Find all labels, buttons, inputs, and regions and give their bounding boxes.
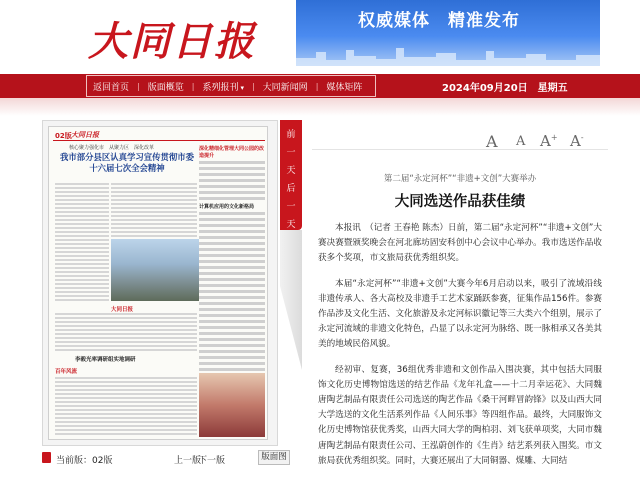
paper-subhead: 核心聚力强化市 从聚力区 深化改革: [69, 145, 155, 151]
paper-mini-logo: 大同日报: [71, 131, 99, 139]
font-increase-button[interactable]: A+: [540, 132, 558, 150]
paper-text-bottom: [55, 377, 197, 437]
nav-home[interactable]: 返回首页: [93, 82, 130, 93]
font-small-button[interactable]: A: [516, 134, 526, 149]
page-curl-decoration: [280, 230, 302, 370]
current-page-label: 当前版：02版: [56, 456, 113, 466]
header-banner: [296, 0, 600, 66]
issue-date: 2024年09月20日 星期五: [442, 83, 568, 94]
masthead: [0, 0, 640, 74]
paper-right-column: 深化精细化管理大同公园的改造提升 计算机应用的文化新格局: [199, 143, 265, 383]
article-body: [318, 172, 602, 479]
nav-series[interactable]: 系列报刊 ▾: [202, 82, 244, 93]
nav-news-site[interactable]: 大同新闻网: [262, 82, 308, 93]
font-decrease-button[interactable]: A-: [570, 132, 584, 150]
next-page-link[interactable]: 下一版: [198, 456, 226, 466]
article-kicker: 第二届“永定河杯”“非遗+文创”大赛举办: [383, 174, 537, 184]
paper-bottom-head-3[interactable]: 李毅光率调研组实地调研: [75, 357, 136, 363]
day-switch-label: 前一天 后一天: [286, 130, 305, 230]
paper-text-column-2: [111, 183, 197, 239]
paper-headline[interactable]: 我市部分县区认真学习宣传贯彻市委十六届七次全会精神: [60, 152, 194, 173]
nav-menu: 返回首页 | 版面概览 | 系列报刊 ▾ | 大同新闻网 | 媒体矩阵: [86, 75, 376, 97]
header-gradient-strip: [0, 98, 640, 116]
paper-photo-people: [199, 373, 265, 437]
article-paragraph: 经初审、复赛，36组优秀非遗和文创作品入围决赛，其中包括大同服饰文化历史博物馆选送的结艺作品《龙年礼盒——十二月幸运花》、大同魏唐陶艺制品有限责任公司选送的陶艺作品《桑干河畔冒韵锋》以及山西大同大学选送的文化生活系列作品《人间乐事》等四组作品。最终，大同服饰文化历史博物馆获优秀奖，山西大同大学的陶柏羽、刘飞获单项奖，大同市魏唐陶艺制品有限责任公司、王泓蔚创作的《生肖》结艺系列获入围奖。市文旅局获优秀组织奖。同时，大赛还展出了大同铜器、煤雕、大同结: [318, 364, 602, 466]
prev-page-link[interactable]: 上一版: [174, 456, 202, 466]
paper-bottom-head-2[interactable]: 大同日报: [111, 307, 134, 313]
font-large-button[interactable]: A: [486, 132, 498, 151]
newspaper-page-image[interactable]: [48, 126, 268, 440]
paper-text-lower: [55, 313, 197, 353]
top-nav-bar: [0, 74, 640, 98]
page-overview-button[interactable]: 版面图: [258, 450, 290, 465]
font-size-toolbar: [312, 128, 608, 150]
day-switch-tab[interactable]: [280, 120, 305, 230]
page-icon: [42, 452, 51, 463]
chevron-down-icon: ▾: [240, 83, 244, 92]
banner-slogan: 权威媒体 精准发布: [358, 11, 520, 31]
nav-media-matrix[interactable]: 媒体矩阵: [326, 82, 363, 93]
paper-page-number: 02版: [55, 132, 72, 140]
paper-text-column-1: [55, 183, 109, 303]
city-skyline-graphic: [296, 44, 600, 66]
article-title: 大同选送作品获佳绩: [394, 194, 526, 210]
article-paragraph: 本报讯 （记者 王春艳 陈杰）日前，第二届“永定河杯”“非遗+文创”大赛决赛暨颁奖晚会在河北廊坊固安科创中心会议中心举办。我市选送作品收获多个奖项，市文旅局获优秀组织奖。: [318, 223, 602, 264]
site-logo[interactable]: 大同日报: [88, 18, 256, 65]
nav-layout-overview[interactable]: 版面概览: [147, 82, 184, 93]
article-paragraph: 本届“永定河杯”“非遗+文创”大赛今年6月启动以来，吸引了流域沿线非遗传承人、各大高校及非遗手工艺术家踊跃参赛，征集作品156件。参赛作品涉及文化生活、文化旅游及永定河标识徽记等三大类六个组别，展示了永定河流域的非遗文化特色，凸显了以永定河为脉络、既一脉相承又各美其美的地域民俗风貌。: [318, 278, 602, 350]
paper-photo-factory: [111, 239, 199, 301]
paper-bottom-head-4[interactable]: 百年风流: [55, 369, 78, 375]
